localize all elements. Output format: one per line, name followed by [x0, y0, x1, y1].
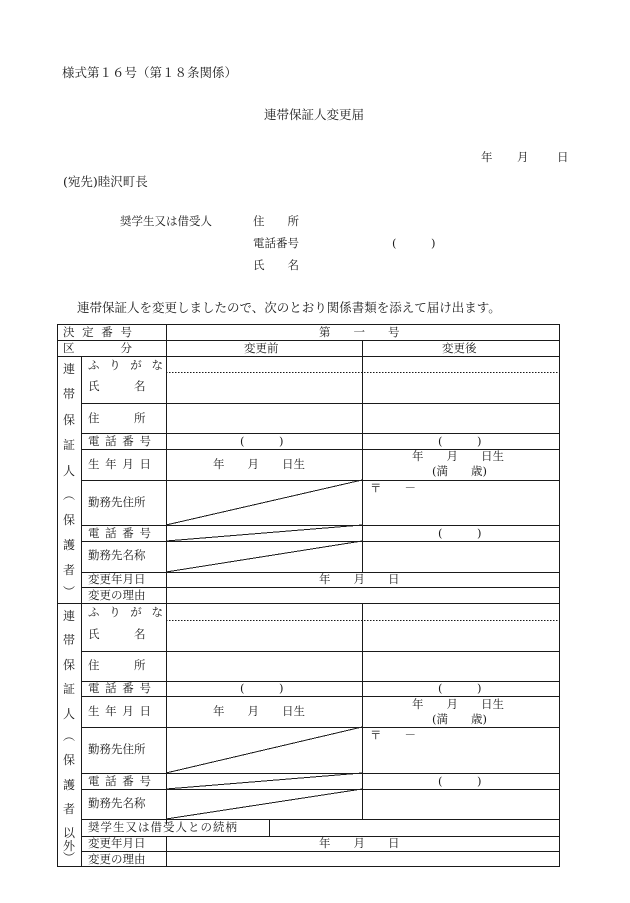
section1-char: 保	[62, 413, 75, 427]
s1-work-name-label: 勤務先名称	[88, 548, 146, 562]
section2-char: 保	[62, 658, 75, 672]
s2-furigana-label: ふ り が な	[88, 605, 166, 619]
section2-char: ︵	[62, 729, 75, 743]
s2-address-label: 住 所	[88, 658, 146, 672]
s1-birth-after-line2: (満 歳)	[432, 464, 487, 478]
s2-birth-after-line2: (満 歳)	[432, 712, 487, 726]
s2-phone-label: 電 話 番 号	[88, 681, 152, 695]
applicant-phone-paren: ( )	[392, 236, 436, 250]
s2-work-address-label: 勤務先住所	[88, 742, 146, 756]
decision-number-label: 決 定 番 号	[63, 325, 134, 339]
section2-char: 人	[62, 707, 75, 721]
s2-birth-label: 生 年 月 日	[88, 704, 152, 718]
section1-char: 人	[62, 464, 75, 478]
s1-address-label: 住 所	[88, 411, 146, 425]
s2-name-label: 氏 名	[88, 627, 146, 641]
s1-birth-after-line1: 年 月 日生	[412, 449, 504, 463]
section2-char: 連	[62, 609, 75, 623]
s2-change-date-value: 年 月 日	[319, 836, 400, 850]
section1-char: 者	[62, 563, 75, 577]
section2-char: 外	[62, 839, 75, 853]
s2-phone-before-paren: ( )	[240, 681, 284, 695]
s1-work-address-label: 勤務先住所	[88, 495, 146, 509]
section1-char: ︵	[62, 488, 75, 502]
s1-change-date-label: 変更年月日	[88, 572, 146, 586]
s2-postal-mark: 〒 －	[370, 728, 416, 742]
statement: 連帯保証人を変更しましたので、次のとおり関係書類を添えて届け出ます。	[77, 300, 501, 315]
section1-char: 証	[62, 438, 75, 452]
s1-phone-after-paren: ( )	[438, 434, 482, 448]
section1-char: ︶	[62, 585, 75, 599]
addressee: (宛先)睦沢町長	[63, 174, 148, 189]
section2-char: 者	[62, 802, 75, 816]
applicant-label: 奨学生又は借受人	[120, 214, 212, 228]
s2-change-date-label: 変更年月日	[88, 836, 146, 850]
s2-work-phone-label: 電 話 番 号	[88, 774, 152, 788]
s2-birth-before: 年 月 日生	[213, 704, 305, 718]
s1-postal-mark: 〒 －	[370, 481, 416, 495]
section2-char: 帯	[62, 633, 75, 647]
s2-birth-after-line1: 年 月 日生	[412, 697, 504, 711]
section1-char: 保	[62, 513, 75, 527]
s2-change-reason-label: 変更の理由	[88, 852, 146, 866]
s2-relation-label: 奨学生又は借受人との続柄	[88, 820, 238, 834]
section2-char: 護	[62, 778, 75, 792]
date-day: 日	[557, 150, 569, 164]
date-year: 年	[481, 150, 493, 164]
s1-change-reason-label: 変更の理由	[88, 588, 146, 602]
decision-number-value: 第 一 号	[319, 325, 400, 339]
s2-work-phone-after-paren: ( )	[438, 774, 482, 788]
section2-char: 保	[62, 753, 75, 767]
s1-phone-label: 電 話 番 号	[88, 434, 152, 448]
section2-char: 証	[62, 682, 75, 696]
form-number: 様式第１６号（第１８条関係）	[62, 65, 238, 80]
section2-char: 以	[62, 826, 75, 840]
column-before: 変更前	[244, 341, 279, 355]
section1-char: 護	[62, 538, 75, 552]
column-after: 変更後	[442, 341, 477, 355]
guarantor-form-table	[57, 324, 560, 867]
kubun-label: 区 分	[63, 341, 132, 355]
date-month: 月	[517, 150, 529, 164]
s1-change-date-value: 年 月 日	[319, 572, 400, 586]
applicant-name-label: 氏 名	[253, 258, 299, 272]
form-title: 連帯保証人変更届	[264, 107, 365, 122]
s1-birth-label: 生 年 月 日	[88, 457, 152, 471]
s1-birth-before: 年 月 日生	[213, 457, 305, 471]
s2-phone-after-paren: ( )	[438, 681, 482, 695]
section1-char: 連	[62, 362, 75, 376]
s2-work-name-label: 勤務先名称	[88, 796, 146, 810]
section2-char: ︶	[62, 851, 75, 865]
s1-furigana-label: ふ り が な	[88, 358, 166, 372]
s1-name-label: 氏 名	[88, 379, 146, 393]
section1-char: 帯	[62, 387, 75, 401]
applicant-address-label: 住 所	[253, 214, 299, 228]
s1-work-phone-after-paren: ( )	[438, 526, 482, 540]
applicant-phone-label: 電話番号	[253, 236, 299, 250]
s1-work-phone-label: 電 話 番 号	[88, 526, 152, 540]
s1-phone-before-paren: ( )	[240, 434, 284, 448]
